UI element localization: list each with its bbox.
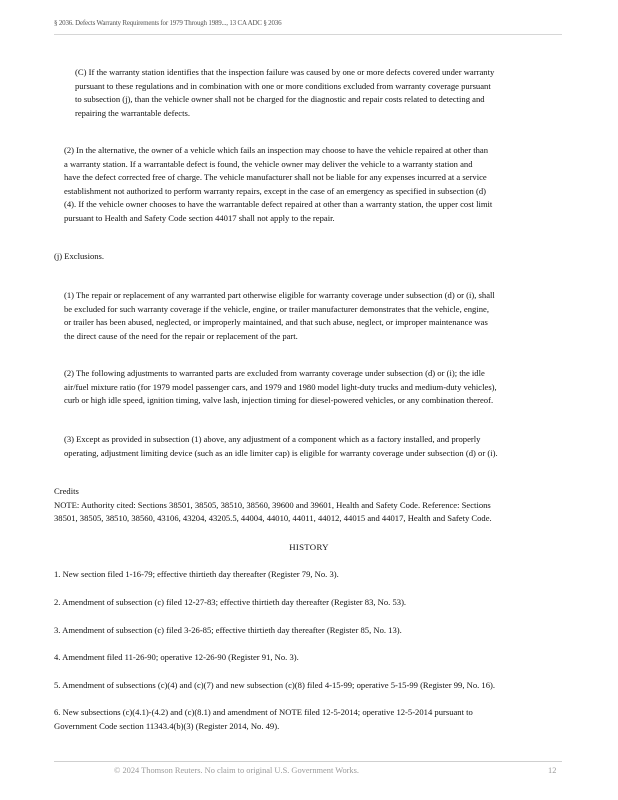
text-line: air/fuel mixture ratio (for 1979 model passenger cars, and 1979 and 1980 model light-duty trucks and medium-duty vehicles), (64, 381, 497, 392)
text-line: Government Code section 11343.4(b)(3) (Register 2014, No. 49). (54, 720, 280, 731)
text-line: or trailer has been abused, neglected, or improperly maintained, and that such abuse, neglect, or improper maintenance was (64, 317, 488, 328)
text-line: 5. Amendment of subsections (c)(4) and (c)(7) and new subsection (c)(8) filed 4-15-99; operative 5-15-99 (Register 99, No. 16). (54, 680, 496, 690)
text-line: operating, adjustment limiting device (such as an idle limiter cap) is eligible for warranty coverage under subsection (d) or (i). (64, 447, 498, 458)
history-item (54, 679, 495, 693)
history-item (54, 624, 402, 638)
credits-label: Credits (54, 486, 79, 496)
copyright-notice: © 2024 Thomson Reuters. No claim to original U.S. Government Works. (114, 766, 359, 775)
text-line: curb or high idle speed, ignition timing, valve lash, injection timing for diesel-powered vehicles, or any combination thereof. (64, 395, 494, 406)
text-line: (4). If the vehicle owner chooses to have the warrantable defect repaired at other than a warranty station, the upper cost limit (64, 199, 493, 210)
history-item (54, 596, 406, 610)
text-line: NOTE: Authority cited: Sections 38501, 38505, 38510, 38560, 39600 and 39601, Health and Safety Code. Reference: Sections (54, 499, 491, 510)
text-line: to subsection (j), than the vehicle owner shall not be charged for the diagnostic and repair costs related to detecting and (75, 94, 485, 105)
text-line: (3) Except as provided in subsection (1) above, any adjustment of a component which as a factory installed, and properly (64, 434, 481, 444)
paragraph-j3 (64, 433, 567, 460)
text-line: 1. New section filed 1-16-79; effective thirtieth day thereafter (Register 79, No. 3). (54, 569, 339, 579)
paragraph-j1 (64, 289, 558, 343)
exclusions-heading (54, 250, 104, 264)
history-item (54, 651, 299, 665)
history-item (54, 706, 473, 733)
text-line: 3. Amendment of subsection (c) filed 3-26-85; effective thirtieth day thereafter (Register 85, No. 13). (54, 625, 402, 635)
history-heading: HISTORY (289, 542, 329, 552)
text-line: be excluded for such warranty coverage if the vehicle, engine, or trailer manufacturer demonstrates that the vehicle, engine, (64, 303, 489, 314)
text-line: (1) The repair or replacement of any warranted part otherwise eligible for warranty coverage under subsection (d) or (i), shall (64, 290, 495, 300)
text-line: pursuant to these regulations and in combination with one or more conditions excluded from warranty coverage pursuant (75, 80, 491, 91)
text-line: (2) The following adjustments to warranted parts are excluded from warranty coverage under subsection (d) or (i); the idle (64, 368, 485, 378)
text-line: establishment not authorized to perform warranty repairs, except in the case of an emergency as specified in subsection (d) (64, 185, 486, 196)
paragraph-c (75, 66, 558, 120)
footer-divider (54, 761, 562, 762)
text-line: 4. Amendment filed 11-26-90; operative 12-26-90 (Register 91, No. 3). (54, 652, 299, 662)
text-line: (2) In the alternative, the owner of a vehicle which fails an inspection may choose to have the vehicle repaired at other than (64, 145, 489, 155)
text-line: 2. Amendment of subsection (c) filed 12-27-83; effective thirtieth day thereafter (Register 83, No. 53). (54, 597, 407, 607)
credits-block (54, 485, 562, 526)
header-divider (54, 34, 562, 35)
text-line: 6. New subsections (c)(4.1)-(4.2) and (c)(8.1) and amendment of NOTE filed 12-5-2014; operative 12-5-2014 pursuant to (54, 707, 473, 717)
text-line: the direct cause of the need for the repair or replacement of the part. (64, 330, 298, 341)
text-line: repairing the warrantable defects. (75, 107, 191, 118)
paragraph-j2 (64, 367, 567, 408)
text-line: have the defect corrected free of charge. The vehicle manufacturer shall not be liable for any expenses incurred at a service (64, 172, 487, 183)
paragraph-2 (64, 144, 558, 226)
page-number: 12 (548, 766, 557, 775)
running-header: § 2036. Defects Warranty Requirements for 1979 Through 1989..., 13 CA ADC § 2036 (54, 19, 282, 27)
text-line: (C) If the warranty station identifies that the inspection failure was caused by one or more defects covered under warranty (75, 67, 495, 77)
text-line: a warranty station. If a warrantable defect is found, the vehicle owner may deliver the vehicle to a warranty station and (64, 158, 473, 169)
text-line: (j) Exclusions. (54, 251, 105, 261)
text-line: 38501, 38505, 38510, 38560, 43106, 43204, 43205.5, 44004, 44010, 44011, 44012, 44015 and 44017, Health and Safety Code. (54, 513, 492, 524)
text-line: pursuant to Health and Safety Code section 44017 shall not apply to the repair. (64, 212, 335, 223)
history-item (54, 568, 339, 582)
